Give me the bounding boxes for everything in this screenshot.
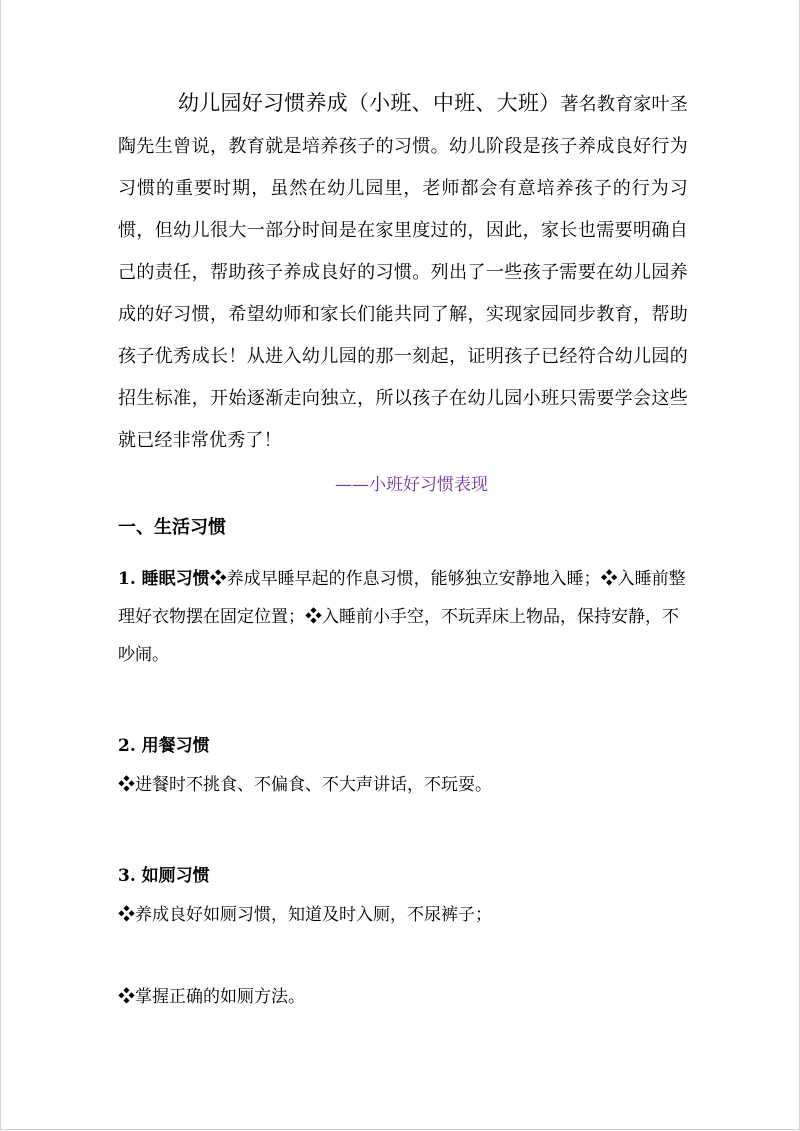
section-subtitle: ——小班好习惯表现 <box>335 475 488 495</box>
spacer <box>118 804 688 856</box>
sleep-habit-paragraph <box>118 560 688 674</box>
spacer <box>118 934 688 978</box>
sleep-habit-text: ❖养成早睡早起的作息习惯，能够独立安静地入睡；❖入睡前整理好衣物摆在固定位置；❖入睡前小手空，不玩弄床上物品，保持安静，不吵闹。 <box>118 569 686 665</box>
toilet-habit-text-2: ❖掌握正确的如厕方法。 <box>118 987 305 1007</box>
document-content <box>118 82 688 1016</box>
sleep-habit-label: 1. 睡眠习惯 <box>118 569 210 589</box>
meal-habit-text: ❖进餐时不挑食、不偏食、不大声讲话，不玩耍。 <box>118 775 492 795</box>
intro-paragraph <box>118 82 688 462</box>
intro-text: 著名教育家叶圣陶先生曾说，教育就是培养孩子的习惯。幼儿阶段是孩子养成良好行为习惯的重要时期，虽然在幼儿园里，老师都会有意培养孩子的行为习惯，但幼儿很大一部分时间是在家里度过的，因此，家长也需要明确自己的责任，帮助孩子养成良好的习惯。列出了一些孩子需要在幼儿园养成的好习惯，希望幼师和家长们能共同了解，实现家园同步教育，帮助孩子优秀成长！从进入幼儿园的那一刻起，证明孩子已经符合幼儿园的招生标准，开始逐渐走向独立，所以孩子在幼儿园小班只需要学会这些就已经非常优秀了！ <box>118 94 688 451</box>
section-heading-life-habits: 一、生活习惯 <box>118 517 226 538</box>
meal-habit-heading: 2. 用餐习惯 <box>118 736 210 756</box>
document-title: 幼儿园好习惯养成（小班、中班、大班） <box>178 91 561 115</box>
toilet-habit-heading: 3. 如厕习惯 <box>118 866 210 886</box>
toilet-habit-text-1: ❖养成良好如厕习惯，知道及时入厕，不尿裤子； <box>118 905 492 925</box>
spacer <box>118 674 688 726</box>
